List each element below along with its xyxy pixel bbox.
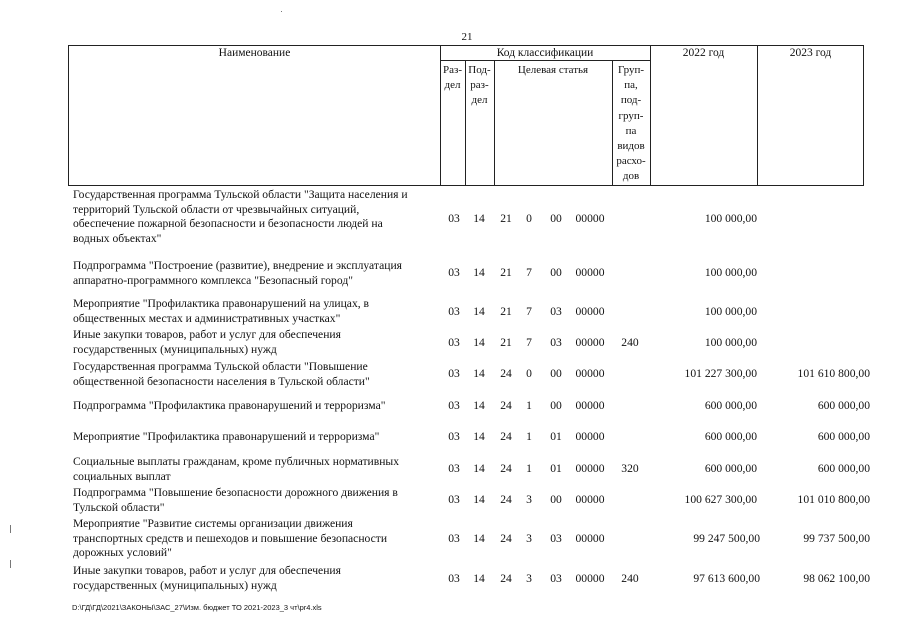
cell-target-program: 21 — [500, 212, 512, 225]
cell-section: 03 — [448, 336, 460, 349]
divider — [650, 46, 651, 185]
cell-target-event: 00 — [550, 367, 562, 380]
cell-amount-2022: 99 247 500,00 — [693, 532, 760, 545]
cell-amount-2023: 600 000,00 — [817, 430, 870, 443]
cell-section: 03 — [448, 430, 460, 443]
cell-subsection: 14 — [473, 212, 485, 225]
cell-target-direction: 00000 — [575, 572, 605, 585]
header-code-group: Код классификации — [496, 47, 594, 59]
row-name: Мероприятие "Развитие системы организации движения транспортных средств и пешеходов и повышение безопасности дорожных условий" — [73, 517, 388, 560]
cell-target-program: 24 — [500, 430, 512, 443]
cell-amount-2022: 97 613 600,00 — [693, 572, 760, 585]
cell-subsection: 14 — [473, 367, 485, 380]
cell-target-direction: 00000 — [575, 336, 605, 349]
cell-target-program: 21 — [500, 305, 512, 318]
cell-target-subprogram: 1 — [526, 399, 532, 412]
cell-target-program: 21 — [500, 266, 512, 279]
cell-target-direction: 00000 — [575, 266, 605, 279]
cell-expense-group: 320 — [621, 462, 639, 475]
cell-amount-2022: 100 627 300,00 — [684, 493, 757, 506]
cell-target-subprogram: 0 — [526, 212, 532, 225]
header-section: Раз- дел — [442, 64, 462, 92]
cell-subsection: 14 — [473, 336, 485, 349]
cell-amount-2022: 101 227 300,00 — [684, 367, 757, 380]
cell-target-program: 24 — [500, 572, 512, 585]
row-name: Мероприятие "Профилактика правонарушений на улицах, в общественных местах и административных участках" — [73, 297, 370, 325]
cell-target-subprogram: 3 — [526, 493, 532, 506]
cell-target-subprogram: 1 — [526, 462, 532, 475]
cell-target-event: 00 — [550, 493, 562, 506]
row-name: Государственная программа Тульской области "Повышение общественной безопасности населения в Тульской области" — [73, 360, 370, 388]
cell-target-event: 03 — [550, 336, 562, 349]
cell-section: 03 — [448, 399, 460, 412]
cell-target-subprogram: 7 — [526, 266, 532, 279]
cell-target-program: 24 — [500, 367, 512, 380]
cell-subsection: 14 — [473, 430, 485, 443]
cell-section: 03 — [448, 572, 460, 585]
cell-subsection: 14 — [473, 266, 485, 279]
cell-subsection: 14 — [473, 462, 485, 475]
cell-section: 03 — [448, 367, 460, 380]
cell-amount-2023: 101 610 800,00 — [797, 367, 870, 380]
cell-amount-2023: 101 010 800,00 — [797, 493, 870, 506]
cell-target-direction: 00000 — [575, 212, 605, 225]
cell-amount-2022: 100 000,00 — [704, 212, 757, 225]
cell-target-event: 01 — [550, 430, 562, 443]
cell-target-event: 00 — [550, 266, 562, 279]
cell-target-subprogram: 3 — [526, 532, 532, 545]
cell-target-program: 24 — [500, 399, 512, 412]
cell-amount-2023: 600 000,00 — [817, 399, 870, 412]
cell-target-event: 01 — [550, 462, 562, 475]
row-name: Социальные выплаты гражданам, кроме публичных нормативных социальных выплат — [73, 455, 400, 483]
cell-amount-2022: 100 000,00 — [704, 305, 757, 318]
file-path-footer: D:\ГД\ГД\2021\ЗАКОНЫ\ЗАС_27\Изм. бюджет ТО 2021-2023_3 чт\pr4.xls — [72, 603, 322, 612]
cell-section: 03 — [448, 462, 460, 475]
cell-target-program: 21 — [500, 336, 512, 349]
row-name: Мероприятие "Профилактика правонарушений и терроризма" — [73, 430, 380, 443]
cell-target-event: 03 — [550, 305, 562, 318]
row-name: Иные закупки товаров, работ и услуг для обеспечения государственных (муниципальных) нужд — [73, 328, 341, 356]
cell-target-direction: 00000 — [575, 430, 605, 443]
page-number: 21 — [461, 31, 473, 43]
cell-target-event: 03 — [550, 572, 562, 585]
scan-speck — [10, 525, 11, 533]
cell-expense-group: 240 — [621, 572, 639, 585]
header-target-article: Целевая статья — [517, 64, 589, 76]
cell-target-direction: 00000 — [575, 462, 605, 475]
cell-amount-2022: 100 000,00 — [704, 336, 757, 349]
cell-target-event: 00 — [550, 399, 562, 412]
cell-target-program: 24 — [500, 532, 512, 545]
cell-target-subprogram: 3 — [526, 572, 532, 585]
divider — [494, 60, 495, 185]
row-name: Подпрограмма "Повышение безопасности дорожного движения в Тульской области" — [73, 486, 398, 514]
cell-amount-2022: 600 000,00 — [704, 399, 757, 412]
cell-target-direction: 00000 — [575, 399, 605, 412]
cell-target-subprogram: 7 — [526, 305, 532, 318]
header-year-2022: 2022 год — [682, 47, 725, 59]
cell-amount-2022: 600 000,00 — [704, 462, 757, 475]
cell-target-event: 03 — [550, 532, 562, 545]
header-year-2023: 2023 год — [789, 47, 832, 59]
cell-target-direction: 00000 — [575, 367, 605, 380]
scan-speck — [10, 560, 11, 568]
cell-target-direction: 00000 — [575, 532, 605, 545]
cell-target-subprogram: 0 — [526, 367, 532, 380]
cell-expense-group: 240 — [621, 336, 639, 349]
scan-speck — [281, 11, 282, 12]
cell-subsection: 14 — [473, 305, 485, 318]
divider — [757, 46, 758, 185]
cell-amount-2023: 600 000,00 — [817, 462, 870, 475]
cell-subsection: 14 — [473, 532, 485, 545]
cell-subsection: 14 — [473, 399, 485, 412]
row-name: Подпрограмма "Профилактика правонарушений и терроризма" — [73, 399, 386, 412]
cell-target-direction: 00000 — [575, 493, 605, 506]
cell-section: 03 — [448, 532, 460, 545]
cell-target-program: 24 — [500, 493, 512, 506]
cell-target-event: 00 — [550, 212, 562, 225]
row-name: Подпрограмма "Построение (развитие), внедрение и эксплуатация аппаратно-программного комплекса "Безопасный город" — [73, 259, 402, 287]
cell-subsection: 14 — [473, 572, 485, 585]
cell-subsection: 14 — [473, 493, 485, 506]
cell-section: 03 — [448, 212, 460, 225]
table-header — [68, 45, 864, 186]
cell-amount-2023: 98 062 100,00 — [803, 572, 870, 585]
cell-target-subprogram: 1 — [526, 430, 532, 443]
cell-target-program: 24 — [500, 462, 512, 475]
cell-amount-2023: 99 737 500,00 — [803, 532, 870, 545]
cell-section: 03 — [448, 266, 460, 279]
header-subsection: Под- раз- дел — [468, 64, 491, 107]
cell-section: 03 — [448, 493, 460, 506]
row-name: Государственная программа Тульской области "Защита населения и территорий Тульской области от чрезвычайных ситуаций, обеспечение пожарной безопасности и безопасности людей на водных объектах" — [73, 188, 408, 245]
cell-section: 03 — [448, 305, 460, 318]
cell-amount-2022: 600 000,00 — [704, 430, 757, 443]
cell-target-direction: 00000 — [575, 305, 605, 318]
header-name: Наименование — [218, 47, 291, 59]
row-name: Иные закупки товаров, работ и услуг для обеспечения государственных (муниципальных) нужд — [73, 564, 341, 592]
cell-target-subprogram: 7 — [526, 336, 532, 349]
cell-amount-2022: 100 000,00 — [704, 266, 757, 279]
header-expense-group: Груп- па, под- груп- па видов расхо- дов — [616, 64, 646, 183]
